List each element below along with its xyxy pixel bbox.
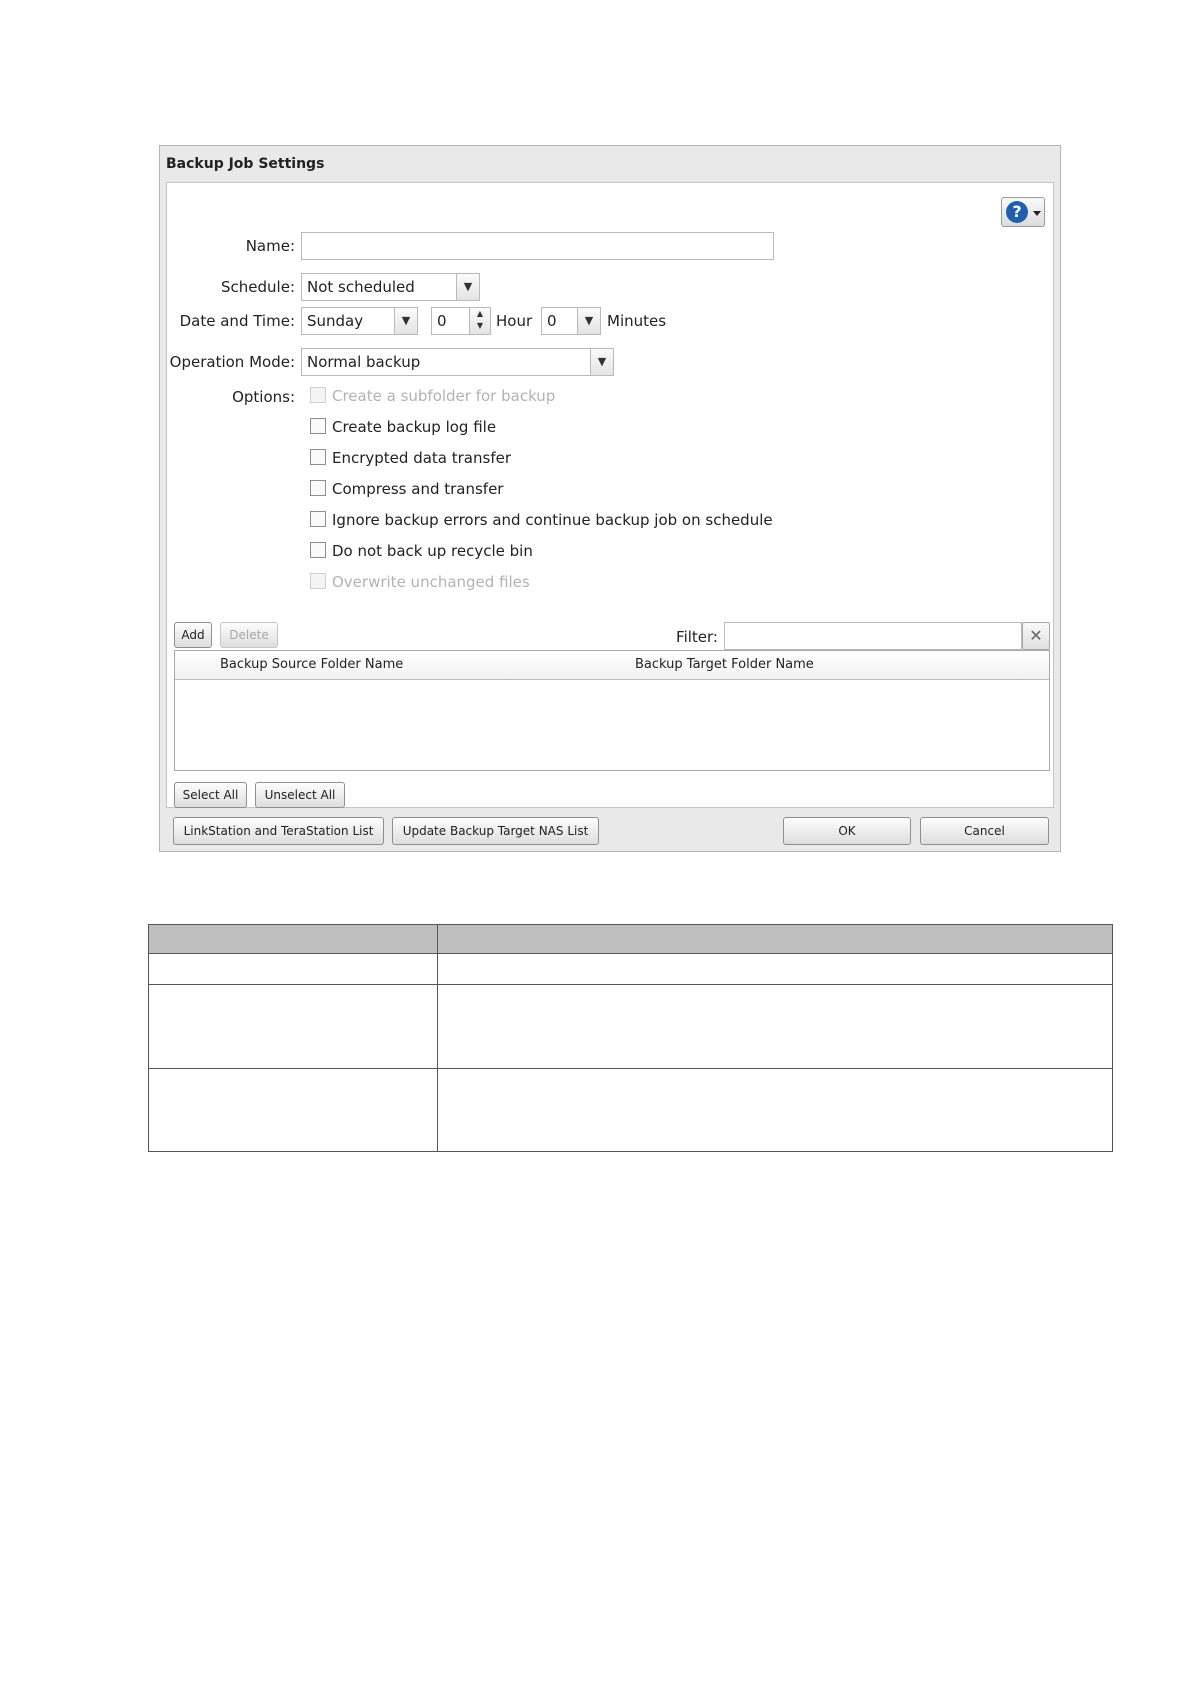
operation-mode-value: Normal backup — [307, 353, 421, 371]
hour-label: Hour — [496, 312, 533, 330]
checkbox — [310, 387, 326, 403]
help-button[interactable] — [1001, 197, 1045, 227]
checkbox[interactable] — [310, 449, 326, 465]
operation-mode-label: Operation Mode: — [169, 353, 295, 371]
table-row — [149, 985, 1113, 1069]
linkstation-list-button[interactable]: LinkStation and TeraStation List — [173, 817, 384, 845]
add-button[interactable]: Add — [174, 622, 212, 648]
table-row — [149, 954, 1113, 985]
hour-spinner[interactable] — [431, 307, 491, 335]
schedule-label: Schedule: — [221, 278, 295, 296]
table-header-cell — [438, 925, 1113, 954]
table-cell — [438, 985, 1113, 1069]
table-header-cell — [149, 925, 438, 954]
option-label: Compress and transfer — [332, 480, 504, 498]
chevron-down-icon[interactable]: ▼ — [590, 349, 613, 375]
backup-job-settings-dialog — [159, 145, 1061, 852]
table-cell — [438, 1069, 1113, 1152]
column-backup-target[interactable]: Backup Target Folder Name — [635, 657, 814, 672]
option-create-subfolder — [310, 387, 555, 409]
table-cell — [149, 985, 438, 1069]
spinner-arrows-icon[interactable]: ▲ ▼ — [469, 308, 490, 334]
chevron-down-icon[interactable]: ▼ — [456, 274, 479, 300]
day-value: Sunday — [307, 312, 364, 330]
option-encrypted-transfer[interactable] — [310, 449, 511, 471]
grid-header — [175, 651, 1049, 680]
operation-mode-select[interactable] — [301, 348, 614, 376]
option-label: Do not back up recycle bin — [332, 542, 533, 560]
minutes-label: Minutes — [607, 312, 667, 330]
dialog-title: Backup Job Settings — [166, 156, 325, 172]
chevron-down-icon[interactable]: ▼ — [577, 308, 600, 334]
day-select[interactable] — [301, 307, 418, 335]
chevron-down-icon[interactable]: ▼ — [394, 308, 417, 334]
options-label: Options: — [232, 388, 295, 406]
checkbox[interactable] — [310, 511, 326, 527]
option-create-log-file[interactable] — [310, 418, 496, 440]
schedule-select[interactable] — [301, 273, 480, 301]
question-circle-icon: ? — [1006, 201, 1028, 223]
table-cell — [149, 1069, 438, 1152]
option-label: Create backup log file — [332, 418, 497, 436]
hour-value: 0 — [437, 312, 447, 330]
delete-button: Delete — [220, 622, 278, 648]
settings-panel — [166, 182, 1054, 808]
unselect-all-button[interactable]: Unselect All — [255, 782, 345, 808]
checkbox[interactable] — [310, 418, 326, 434]
date-time-label: Date and Time: — [179, 312, 295, 330]
table-cell — [149, 954, 438, 985]
folder-grid — [174, 650, 1050, 771]
checkbox — [310, 573, 326, 589]
option-label: Ignore backup errors and continue backup job on schedule — [332, 511, 773, 529]
description-table — [148, 924, 1113, 1152]
close-icon[interactable]: ✕ — [1022, 622, 1050, 650]
column-backup-source[interactable]: Backup Source Folder Name — [220, 657, 404, 672]
cancel-button[interactable]: Cancel — [920, 817, 1049, 845]
chevron-down-icon — [1033, 211, 1041, 216]
schedule-value: Not scheduled — [307, 278, 415, 296]
option-ignore-errors[interactable] — [310, 511, 773, 533]
option-label: Create a subfolder for backup — [332, 387, 556, 405]
update-target-nas-button[interactable]: Update Backup Target NAS List — [392, 817, 599, 845]
table-cell — [438, 954, 1113, 985]
checkbox[interactable] — [310, 480, 326, 496]
option-overwrite-unchanged — [310, 573, 530, 595]
option-no-recycle-bin[interactable] — [310, 542, 533, 564]
table-row — [149, 1069, 1113, 1152]
table-header-row — [149, 925, 1113, 954]
select-all-button[interactable]: Select All — [174, 782, 247, 808]
option-label: Encrypted data transfer — [332, 449, 511, 467]
option-label: Overwrite unchanged files — [332, 573, 530, 591]
name-label: Name: — [245, 237, 295, 255]
filter-input[interactable] — [724, 622, 1022, 650]
filter-label: Filter: — [676, 628, 718, 646]
name-input[interactable] — [301, 232, 774, 260]
ok-button[interactable]: OK — [783, 817, 911, 845]
checkbox[interactable] — [310, 542, 326, 558]
minutes-value: 0 — [547, 312, 557, 330]
minutes-select[interactable] — [541, 307, 601, 335]
option-compress-transfer[interactable] — [310, 480, 503, 502]
